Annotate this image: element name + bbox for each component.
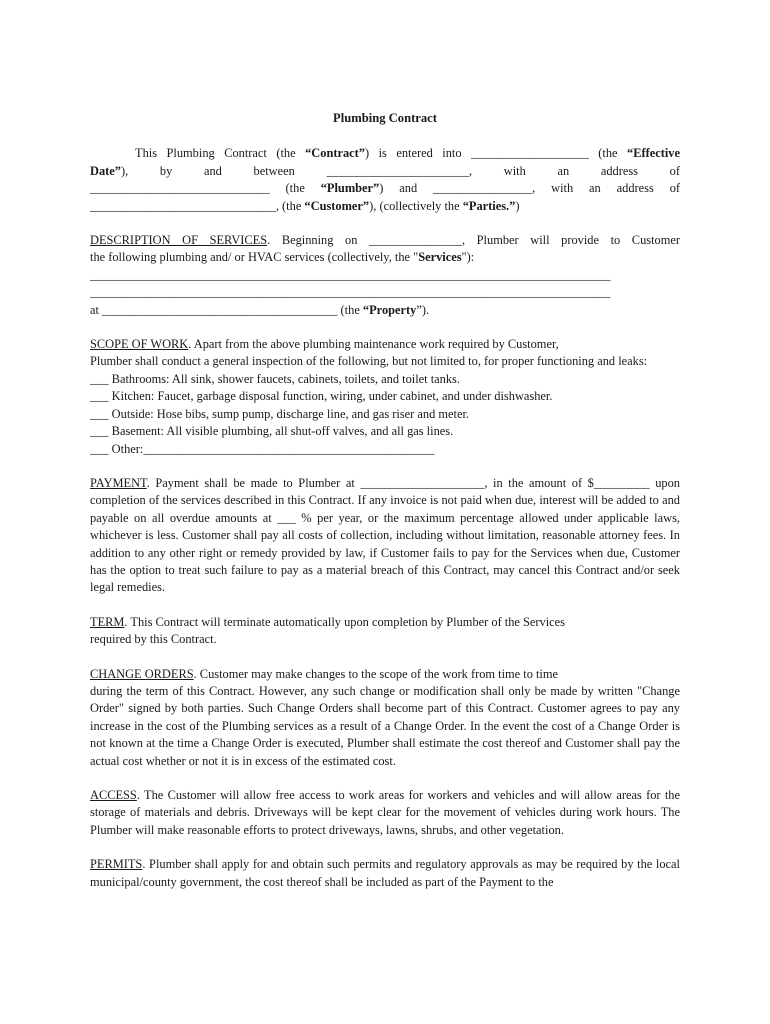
- term-line-2: required by this Contract.: [90, 632, 217, 647]
- document-title: Plumbing Contract: [333, 111, 437, 125]
- section-text: at ______________________________________ (the: [90, 302, 363, 317]
- term-customer: “Customer”: [304, 198, 370, 213]
- intro-text: ), by and between _______________________, with an address of: [120, 163, 680, 178]
- section-text: . Payment shall be made to Plumber at ____________________, in the amount of $_________ upon completion of the services described in this Contract. If any invoice is not paid when due, interest will be added to and payable on all overdue amounts at ___ % per year, or the maximum percentage allowed under applicable laws, whichever is less. Customer shall pay all costs of collection, including without limitation, reasonable attorney fees. In addition to any other right or remedy provided by law, if Customer fails to pay for the Services when due, Customer has the option to treat such failure to pay as a material breach of this Contract, may cancel this Contract and/or seek legal remedies.: [90, 475, 680, 595]
- scope-item-kitchen: ___ Kitchen: Faucet, garbage disposal function, wiring, under cabinet, and under dishwasher.: [90, 389, 553, 404]
- intro-text: ) is entered into ___________________ (the: [364, 146, 628, 161]
- intro-text: _____________________________ (the: [90, 181, 321, 196]
- section-heading: CHANGE ORDERS: [90, 666, 194, 681]
- permits-section: [90, 856, 680, 891]
- section-text: . Beginning on _______________, Plumber will provide to Customer: [267, 233, 680, 248]
- change-orders-line-1: [90, 666, 680, 683]
- section-text: . Plumber shall apply for and obtain such permits and regulatory approvals as may be required by the local municipal/county government, the cost thereof shall be included as part of the Payment to the: [90, 857, 680, 889]
- term-effective: “Effective: [627, 146, 680, 161]
- term-parties: “Parties.”: [462, 198, 516, 213]
- blank-line-2[interactable]: ____________________________________________________________________________________: [90, 285, 611, 300]
- term-property: “Property: [362, 302, 417, 317]
- intro-line-1: [90, 145, 680, 162]
- section-text: . Customer may make changes to the scope of the work from time to time: [193, 666, 559, 681]
- intro-section: [90, 145, 680, 215]
- scope-line-2: Plumber shall conduct a general inspection of the following, but not limited to, for proper functioning and leaks:: [90, 354, 648, 369]
- term-date: Date”: [90, 163, 121, 178]
- section-heading: SCOPE OF WORK: [90, 337, 189, 352]
- description-line-1: [90, 232, 680, 249]
- intro-text: ) and ________________, with an address of: [379, 181, 681, 196]
- section-heading: TERM: [90, 614, 125, 629]
- change-orders-text: during the term of this Contract. However, any such change or modification shall only be made by written "Change Order" signed by both parties. Such Change Orders shall become part of this Contract. Customer agrees to pay any increase in the cost of the Plumbing services as a result of a Change Order. In the event the cost of a Change Order is not known at the time a Change Order is executed, Plumber shall estimate the cost thereof and Customer shall pay the actual cost whether or not it is in excess of the estimated cost.: [90, 683, 680, 768]
- description-line-2: [90, 249, 680, 266]
- intro-text: ): [515, 198, 520, 213]
- property-line: [90, 302, 680, 319]
- term-section: [90, 614, 680, 649]
- section-text: . This Contract will terminate automatically upon completion by Plumber of the Services: [124, 614, 565, 629]
- intro-text: ), (collectively the: [369, 198, 463, 213]
- scope-item-bathrooms: ___ Bathrooms: All sink, shower faucets, cabinets, toilets, and toilet tanks.: [90, 371, 460, 386]
- scope-item-outside: ___ Outside: Hose bibs, sump pump, discharge line, and gas riser and meter.: [90, 406, 469, 421]
- section-heading: PAYMENT: [90, 475, 147, 490]
- intro-line-2: [90, 163, 680, 180]
- intro-line-4: [90, 198, 680, 215]
- section-text: "):: [461, 250, 475, 265]
- intro-line-3: [90, 180, 680, 197]
- payment-section: [90, 475, 680, 597]
- intro-text: This Plumbing Contract (the: [135, 146, 306, 161]
- scope-item-other: ___ Other:_______________________________________________: [90, 441, 435, 456]
- intro-text: ______________________________, (the: [90, 198, 305, 213]
- term-line-1: [90, 614, 680, 631]
- change-orders-section: [90, 666, 680, 770]
- term-plumber: “Plumber”: [320, 181, 380, 196]
- section-heading: ACCESS: [90, 788, 137, 802]
- section-text: ”).: [416, 302, 430, 317]
- blank-line-1[interactable]: ____________________________________________________________________________________: [90, 267, 611, 282]
- scope-line-1: [90, 336, 680, 353]
- section-heading: PERMITS: [90, 857, 143, 872]
- section-heading: DESCRIPTION OF SERVICES: [90, 233, 268, 248]
- section-text: the following plumbing and/ or HVAC services (collectively, the ": [90, 250, 419, 265]
- scope-section: [90, 336, 680, 458]
- term-contract: “Contract”: [305, 146, 365, 161]
- section-text: . The Customer will allow free access to work areas for workers and vehicles and will allow areas for the storage of materials and debris. Driveways will be kept clear for the movement of vehicles during work hours. The Plumber will make reasonable efforts to protect driveways, lawns, shrubs, and other vegetation.: [90, 788, 680, 837]
- section-text: . Apart from the above plumbing maintenance work required by Customer,: [188, 337, 559, 352]
- access-section: [90, 787, 680, 839]
- term-services: Services: [418, 250, 462, 265]
- scope-item-basement: ___ Basement: All visible plumbing, all shut-off valves, and all gas lines.: [90, 424, 454, 439]
- description-section: [90, 232, 680, 319]
